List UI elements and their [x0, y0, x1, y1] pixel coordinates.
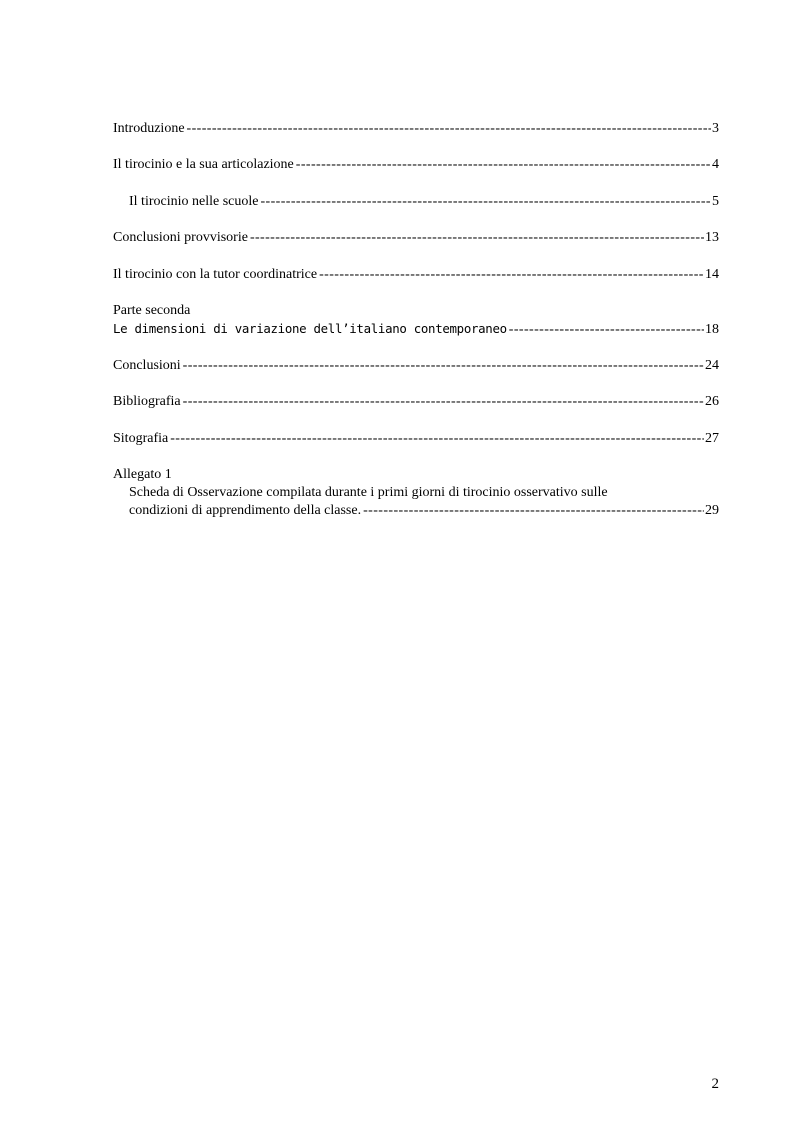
toc-entry-label: Il tirocinio nelle scuole: [129, 194, 259, 209]
toc-entry-label: Introduzione: [113, 121, 185, 136]
dot-leader: [296, 156, 711, 174]
toc-entry-page: 14: [705, 267, 719, 282]
toc-entry-page: 5: [712, 194, 719, 209]
toc-entry-label: Il tirocinio con la tutor coordinatrice: [113, 267, 318, 282]
page-number: 2: [711, 1076, 719, 1092]
dot-leader: [509, 321, 704, 339]
dot-leader: [250, 229, 704, 247]
dot-leader: [183, 357, 704, 375]
dot-leader: [170, 430, 704, 448]
toc-entry-page: 24: [705, 358, 719, 373]
dot-leader: [260, 193, 711, 211]
dot-leader: [187, 120, 711, 138]
toc-entry-page: 3: [712, 121, 719, 136]
toc-entry-label: Conclusioni: [113, 358, 181, 373]
toc-entry-page: 18: [705, 322, 719, 337]
toc-entry-parte-seconda[interactable]: [113, 302, 719, 338]
dot-leader: [319, 266, 704, 284]
toc-entry-description: Scheda di Osservazione compilata durante i primi giorni di tirocinio osservativo sulle: [129, 485, 608, 500]
toc-entry-tirocinio-articolazione[interactable]: [113, 156, 719, 174]
table-of-contents: [113, 120, 719, 520]
toc-entry-conclusioni[interactable]: [113, 357, 719, 375]
toc-entry-label: condizioni di apprendimento della classe.: [129, 503, 362, 518]
toc-entry-page: 26: [705, 394, 719, 409]
toc-entry-tirocinio-scuole[interactable]: [113, 193, 719, 211]
toc-entry-label: Conclusioni provvisorie: [113, 230, 248, 245]
toc-entry-page: 4: [712, 157, 719, 172]
dot-leader: [363, 502, 704, 520]
toc-entry-sitografia[interactable]: [113, 430, 719, 448]
toc-section-heading: Parte seconda: [113, 303, 191, 318]
toc-entry-page: 27: [705, 431, 719, 446]
toc-entry-introduzione[interactable]: [113, 120, 719, 138]
toc-entry-tutor-coordinatrice[interactable]: [113, 266, 719, 284]
toc-entry-label: Bibliografia: [113, 394, 181, 409]
toc-entry-page: 13: [705, 230, 719, 245]
toc-entry-allegato-1[interactable]: [113, 466, 719, 520]
toc-entry-bibliografia[interactable]: [113, 393, 719, 411]
toc-entry-conclusioni-provvisorie[interactable]: [113, 229, 719, 247]
toc-entry-label: Il tirocinio e la sua articolazione: [113, 157, 294, 172]
toc-entry-page: 29: [705, 503, 719, 518]
toc-entry-label: Sitografia: [113, 431, 169, 446]
toc-section-heading: Allegato 1: [113, 467, 172, 482]
toc-entry-label: Le dimensioni di variazione dell’italiano contemporaneo: [113, 321, 507, 336]
dot-leader: [183, 393, 704, 411]
